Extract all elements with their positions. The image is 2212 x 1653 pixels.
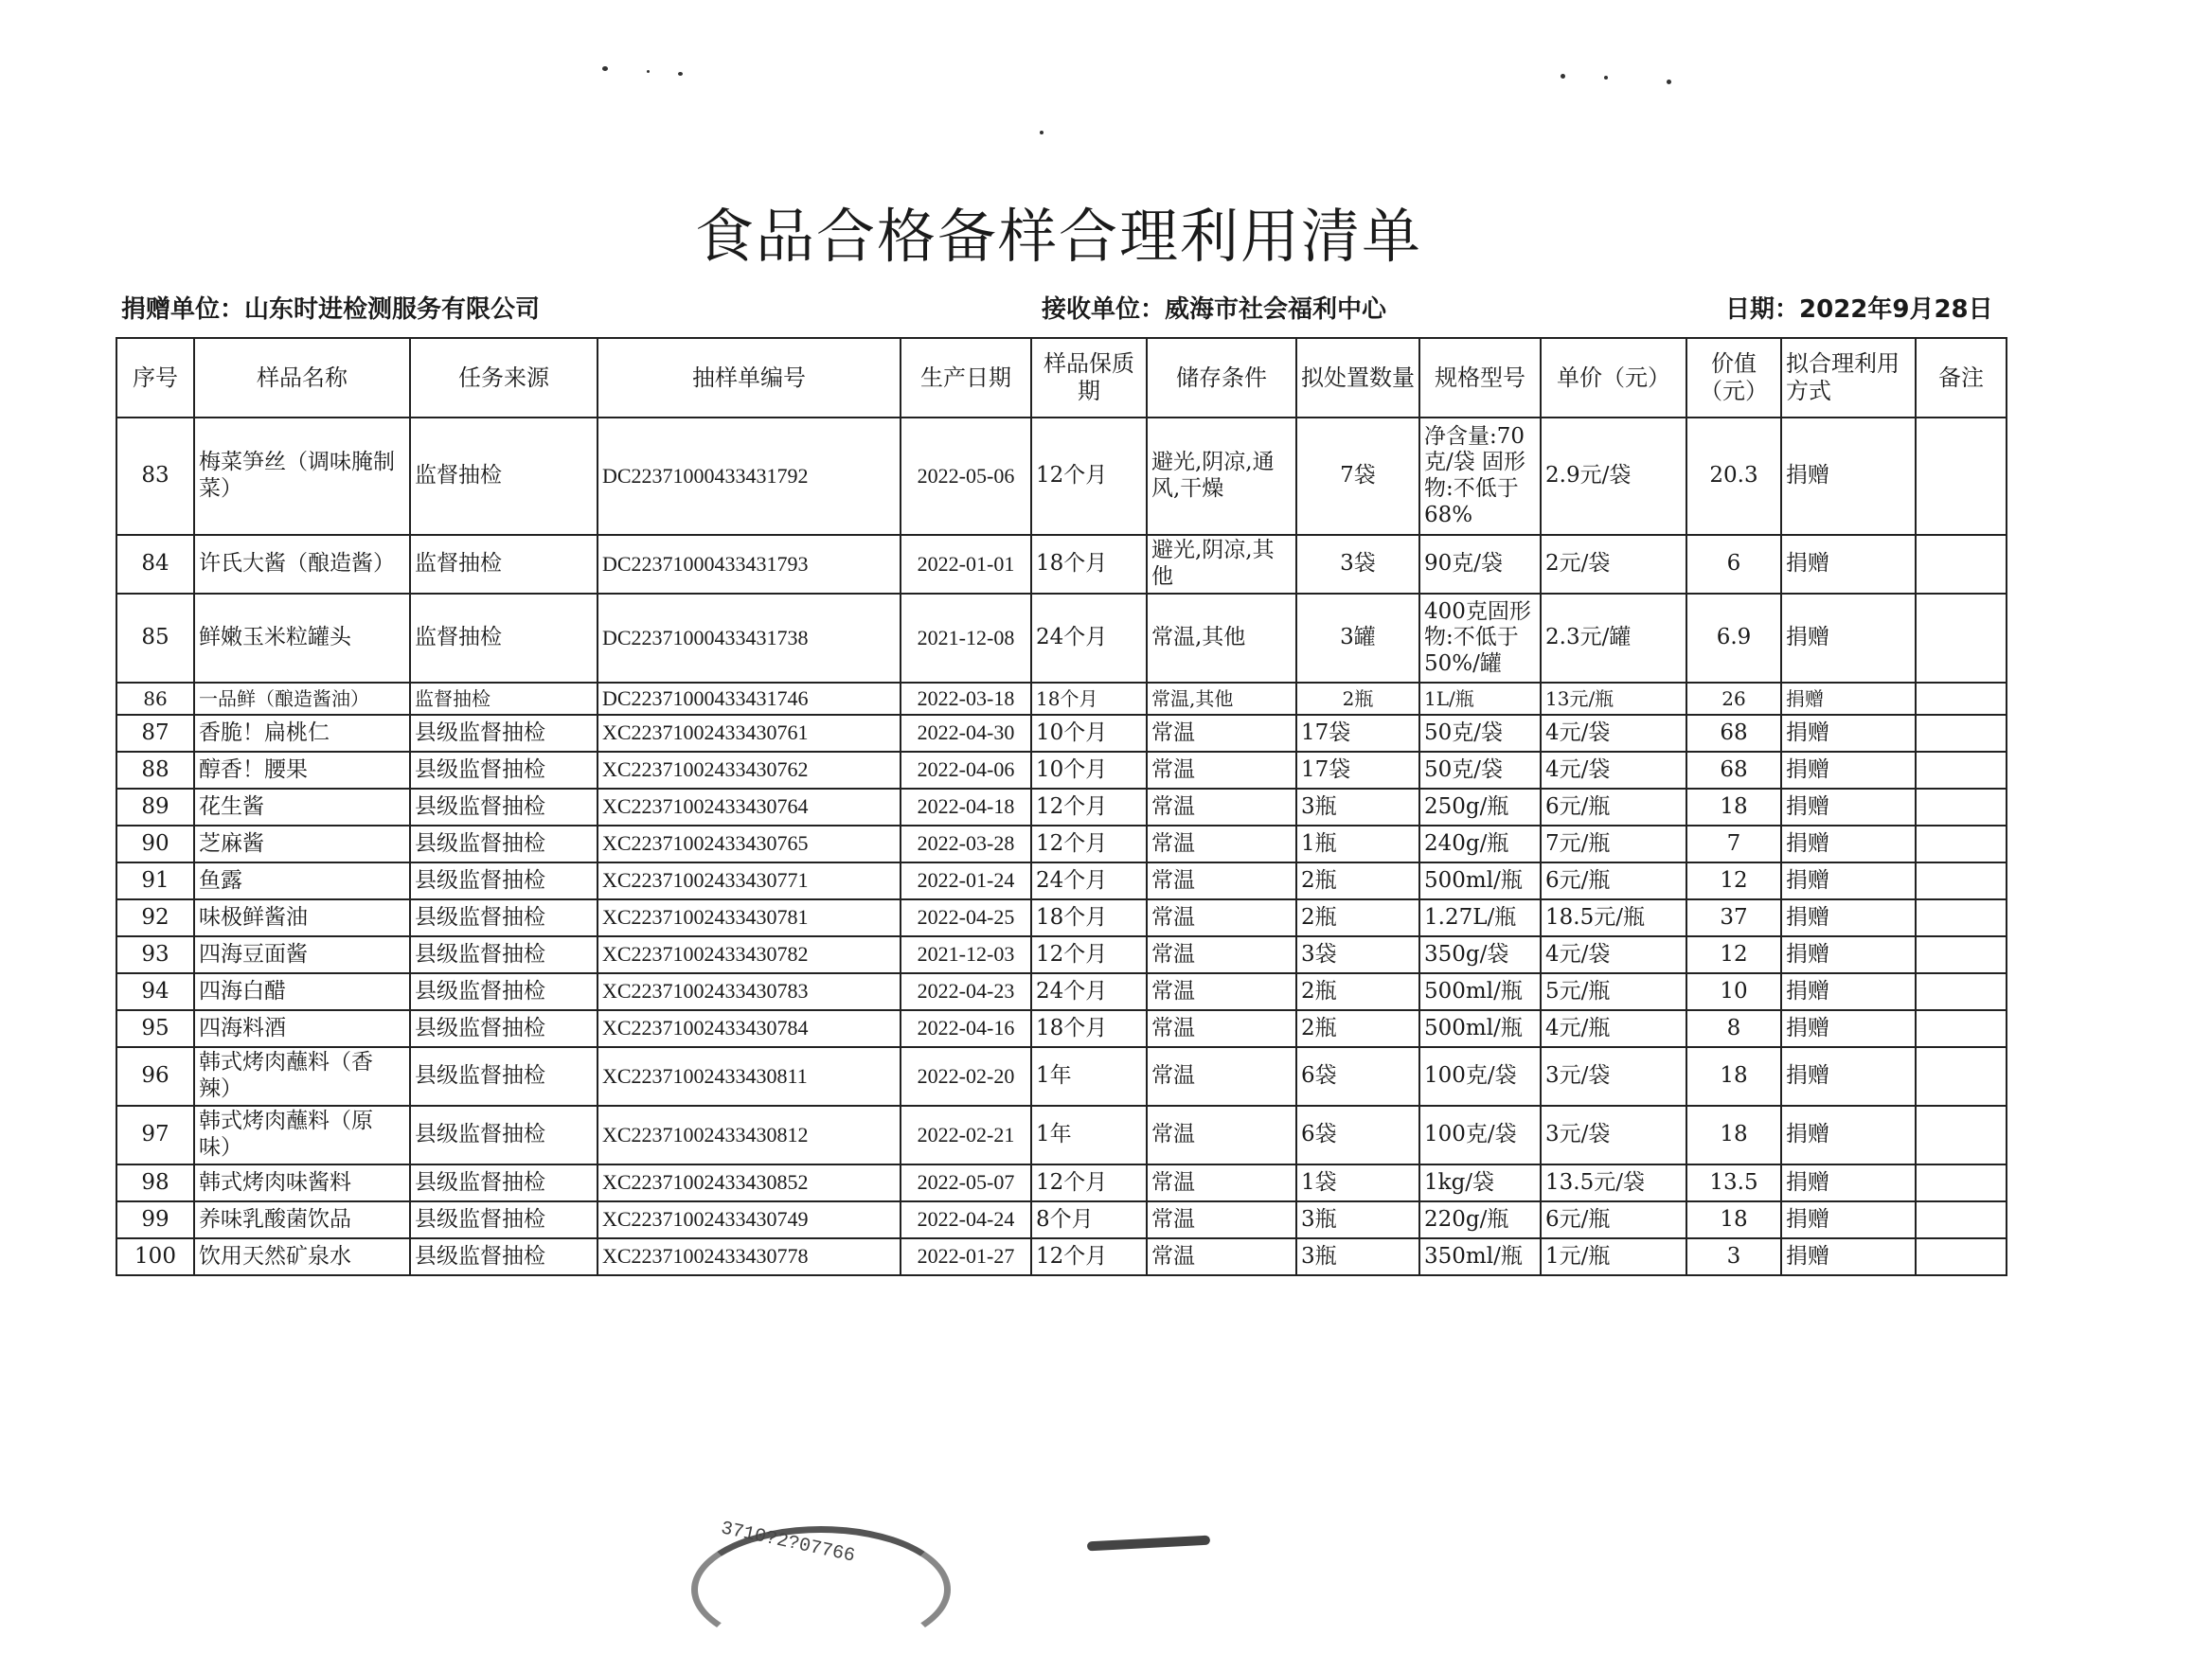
cell-shelf: 1年 bbox=[1031, 1047, 1147, 1106]
cell-name: 芝麻酱 bbox=[194, 826, 410, 862]
cell-date: 2022-02-20 bbox=[901, 1047, 1031, 1106]
seal-stamp-text: 3710?2?07766 bbox=[719, 1518, 857, 1568]
donor-value: 山东时进检测服务有限公司 bbox=[244, 295, 541, 324]
cell-method: 捐赠 bbox=[1781, 1164, 1916, 1201]
cell-note bbox=[1916, 899, 2007, 936]
table-row bbox=[116, 1238, 2007, 1275]
cell-shelf: 12个月 bbox=[1031, 789, 1147, 826]
col-header: 生产日期 bbox=[901, 338, 1031, 418]
table-row bbox=[116, 899, 2007, 936]
cell-qty: 17袋 bbox=[1296, 715, 1419, 752]
cell-spec: 500ml/瓶 bbox=[1419, 973, 1541, 1010]
cell-method: 捐赠 bbox=[1781, 715, 1916, 752]
table-row bbox=[116, 752, 2007, 789]
cell-price: 2.9元/袋 bbox=[1541, 418, 1686, 535]
page-title: 食品合格备样合理利用清单 bbox=[694, 202, 1422, 271]
receiver-line bbox=[1042, 290, 1386, 325]
cell-no: 97 bbox=[116, 1106, 194, 1164]
cell-value: 12 bbox=[1686, 862, 1781, 899]
cell-spec: 100克/袋 bbox=[1419, 1047, 1541, 1106]
cell-value: 6 bbox=[1686, 535, 1781, 594]
cell-method: 捐赠 bbox=[1781, 1010, 1916, 1047]
cell-source: 县级监督抽检 bbox=[410, 789, 598, 826]
cell-storage: 常温 bbox=[1147, 936, 1296, 973]
cell-qty: 3罐 bbox=[1296, 594, 1419, 683]
cell-name: 四海白醋 bbox=[194, 973, 410, 1010]
cell-spec: 350ml/瓶 bbox=[1419, 1238, 1541, 1275]
cell-price: 4元/袋 bbox=[1541, 715, 1686, 752]
cell-value: 7 bbox=[1686, 826, 1781, 862]
cell-method: 捐赠 bbox=[1781, 789, 1916, 826]
cell-date: 2022-02-21 bbox=[901, 1106, 1031, 1164]
cell-name: 养味乳酸菌饮品 bbox=[194, 1201, 410, 1238]
cell-price: 3元/袋 bbox=[1541, 1106, 1686, 1164]
cell-name: 饮用天然矿泉水 bbox=[194, 1238, 410, 1275]
cell-source: 县级监督抽检 bbox=[410, 936, 598, 973]
cell-price: 6元/瓶 bbox=[1541, 789, 1686, 826]
cell-storage: 常温 bbox=[1147, 1238, 1296, 1275]
cell-value: 6.9 bbox=[1686, 594, 1781, 683]
col-header: 拟处置数量 bbox=[1296, 338, 1419, 418]
col-header: 储存条件 bbox=[1147, 338, 1296, 418]
cell-method: 捐赠 bbox=[1781, 1047, 1916, 1106]
donor-label: 捐赠单位： bbox=[121, 295, 245, 324]
cell-name: 韩式烤肉蘸料（香辣） bbox=[194, 1047, 410, 1106]
sample-table bbox=[116, 337, 2007, 1276]
cell-storage: 常温 bbox=[1147, 899, 1296, 936]
cell-qty: 1瓶 bbox=[1296, 826, 1419, 862]
col-header: 备注 bbox=[1916, 338, 2007, 418]
cell-value: 37 bbox=[1686, 899, 1781, 936]
cell-date: 2022-04-23 bbox=[901, 973, 1031, 1010]
cell-qty: 3瓶 bbox=[1296, 789, 1419, 826]
cell-price: 18.5元/瓶 bbox=[1541, 899, 1686, 936]
cell-method: 捐赠 bbox=[1781, 862, 1916, 899]
cell-date: 2021-12-08 bbox=[901, 594, 1031, 683]
cell-qty: 3瓶 bbox=[1296, 1201, 1419, 1238]
cell-shelf: 1年 bbox=[1031, 1106, 1147, 1164]
date-label: 日期： bbox=[1725, 295, 1800, 324]
cell-value: 20.3 bbox=[1686, 418, 1781, 535]
cell-qty: 3袋 bbox=[1296, 936, 1419, 973]
cell-note bbox=[1916, 1238, 2007, 1275]
cell-price: 4元/袋 bbox=[1541, 752, 1686, 789]
cell-no: 88 bbox=[116, 752, 194, 789]
cell-qty: 2瓶 bbox=[1296, 683, 1419, 715]
cell-no: 86 bbox=[116, 683, 194, 715]
cell-storage: 常温 bbox=[1147, 1106, 1296, 1164]
cell-value: 26 bbox=[1686, 683, 1781, 715]
cell-name: 四海料酒 bbox=[194, 1010, 410, 1047]
cell-shelf: 12个月 bbox=[1031, 826, 1147, 862]
cell-price: 13.5元/袋 bbox=[1541, 1164, 1686, 1201]
cell-method: 捐赠 bbox=[1781, 535, 1916, 594]
date-value: 2022年9月28日 bbox=[1799, 295, 1993, 324]
cell-name: 一品鲜（酿造酱油） bbox=[194, 683, 410, 715]
cell-spec: 500ml/瓶 bbox=[1419, 862, 1541, 899]
scan-speck bbox=[1667, 80, 1671, 84]
cell-method: 捐赠 bbox=[1781, 683, 1916, 715]
cell-source: 县级监督抽检 bbox=[410, 715, 598, 752]
cell-value: 68 bbox=[1686, 715, 1781, 752]
cell-code: XC22371002433430764 bbox=[598, 789, 901, 826]
cell-method: 捐赠 bbox=[1781, 826, 1916, 862]
cell-value: 12 bbox=[1686, 936, 1781, 973]
cell-date: 2022-04-25 bbox=[901, 899, 1031, 936]
cell-code: XC22371002433430765 bbox=[598, 826, 901, 862]
cell-source: 县级监督抽检 bbox=[410, 1106, 598, 1164]
cell-source: 县级监督抽检 bbox=[410, 973, 598, 1010]
cell-code: XC22371002433430782 bbox=[598, 936, 901, 973]
cell-qty: 17袋 bbox=[1296, 752, 1419, 789]
cell-note bbox=[1916, 973, 2007, 1010]
col-header: 拟合理利用方式 bbox=[1781, 338, 1916, 418]
cell-source: 县级监督抽检 bbox=[410, 1010, 598, 1047]
cell-date: 2022-04-18 bbox=[901, 789, 1031, 826]
cell-spec: 100克/袋 bbox=[1419, 1106, 1541, 1164]
cell-code: DC22371000433431792 bbox=[598, 418, 901, 535]
cell-name: 四海豆面酱 bbox=[194, 936, 410, 973]
cell-spec: 350g/袋 bbox=[1419, 936, 1541, 973]
cell-date: 2022-03-18 bbox=[901, 683, 1031, 715]
col-header: 价值（元） bbox=[1686, 338, 1781, 418]
cell-code: DC22371000433431746 bbox=[598, 683, 901, 715]
cell-name: 韩式烤肉味酱料 bbox=[194, 1164, 410, 1201]
col-header: 规格型号 bbox=[1419, 338, 1541, 418]
table-row bbox=[116, 1164, 2007, 1201]
cell-note bbox=[1916, 1047, 2007, 1106]
cell-date: 2022-04-16 bbox=[901, 1010, 1031, 1047]
cell-name: 醇香！腰果 bbox=[194, 752, 410, 789]
cell-price: 6元/瓶 bbox=[1541, 862, 1686, 899]
cell-storage: 常温,其他 bbox=[1147, 683, 1296, 715]
cell-value: 18 bbox=[1686, 1106, 1781, 1164]
cell-date: 2022-05-07 bbox=[901, 1164, 1031, 1201]
cell-name: 味极鲜酱油 bbox=[194, 899, 410, 936]
cell-source: 县级监督抽检 bbox=[410, 1201, 598, 1238]
cell-note bbox=[1916, 936, 2007, 973]
cell-code: XC22371002433430783 bbox=[598, 973, 901, 1010]
cell-note bbox=[1916, 752, 2007, 789]
cell-storage: 常温 bbox=[1147, 862, 1296, 899]
receiver-value: 威海市社会福利中心 bbox=[1165, 295, 1387, 324]
cell-spec: 90克/袋 bbox=[1419, 535, 1541, 594]
cell-storage: 常温 bbox=[1147, 826, 1296, 862]
table-header-row bbox=[116, 338, 2007, 418]
cell-method: 捐赠 bbox=[1781, 418, 1916, 535]
cell-source: 监督抽检 bbox=[410, 535, 598, 594]
cell-code: DC22371000433431793 bbox=[598, 535, 901, 594]
col-header: 样品保质期 bbox=[1031, 338, 1147, 418]
cell-spec: 240g/瓶 bbox=[1419, 826, 1541, 862]
col-header: 单价（元） bbox=[1541, 338, 1686, 418]
cell-shelf: 10个月 bbox=[1031, 715, 1147, 752]
table-row bbox=[116, 1010, 2007, 1047]
cell-price: 5元/瓶 bbox=[1541, 973, 1686, 1010]
cell-qty: 3袋 bbox=[1296, 535, 1419, 594]
cell-price: 4元/袋 bbox=[1541, 936, 1686, 973]
cell-source: 县级监督抽检 bbox=[410, 826, 598, 862]
cell-source: 县级监督抽检 bbox=[410, 899, 598, 936]
cell-code: XC22371002433430784 bbox=[598, 1010, 901, 1047]
cell-value: 18 bbox=[1686, 789, 1781, 826]
cell-code: XC22371002433430812 bbox=[598, 1106, 901, 1164]
table-row bbox=[116, 973, 2007, 1010]
cell-spec: 1.27L/瓶 bbox=[1419, 899, 1541, 936]
table-row bbox=[116, 418, 2007, 535]
cell-spec: 400克固形物:不低于50%/罐 bbox=[1419, 594, 1541, 683]
cell-name: 香脆！扁桃仁 bbox=[194, 715, 410, 752]
cell-qty: 6袋 bbox=[1296, 1106, 1419, 1164]
cell-date: 2022-03-28 bbox=[901, 826, 1031, 862]
cell-name: 鲜嫩玉米粒罐头 bbox=[194, 594, 410, 683]
cell-price: 4元/瓶 bbox=[1541, 1010, 1686, 1047]
scan-speck bbox=[1040, 131, 1044, 134]
cell-price: 2.3元/罐 bbox=[1541, 594, 1686, 683]
cell-no: 90 bbox=[116, 826, 194, 862]
cell-qty: 2瓶 bbox=[1296, 862, 1419, 899]
cell-no: 89 bbox=[116, 789, 194, 826]
cell-name: 花生酱 bbox=[194, 789, 410, 826]
cell-storage: 常温 bbox=[1147, 1047, 1296, 1106]
cell-spec: 1L/瓶 bbox=[1419, 683, 1541, 715]
cell-price: 1元/瓶 bbox=[1541, 1238, 1686, 1275]
table-row bbox=[116, 715, 2007, 752]
cell-note bbox=[1916, 594, 2007, 683]
cell-code: XC22371002433430778 bbox=[598, 1238, 901, 1275]
table-row bbox=[116, 535, 2007, 594]
cell-source: 县级监督抽检 bbox=[410, 1047, 598, 1106]
cell-note bbox=[1916, 1010, 2007, 1047]
cell-note bbox=[1916, 418, 2007, 535]
cell-no: 91 bbox=[116, 862, 194, 899]
donor-line bbox=[121, 290, 540, 325]
col-header: 任务来源 bbox=[410, 338, 598, 418]
cell-name: 许氏大酱（酿造酱） bbox=[194, 535, 410, 594]
cell-code: XC22371002433430781 bbox=[598, 899, 901, 936]
cell-price: 3元/袋 bbox=[1541, 1047, 1686, 1106]
cell-price: 7元/瓶 bbox=[1541, 826, 1686, 862]
cell-qty: 1袋 bbox=[1296, 1164, 1419, 1201]
cell-qty: 2瓶 bbox=[1296, 1010, 1419, 1047]
cell-note bbox=[1916, 1106, 2007, 1164]
col-header: 抽样单编号 bbox=[598, 338, 901, 418]
cell-method: 捐赠 bbox=[1781, 752, 1916, 789]
cell-note bbox=[1916, 862, 2007, 899]
cell-spec: 净含量:70克/袋 固形物:不低于68% bbox=[1419, 418, 1541, 535]
cell-shelf: 18个月 bbox=[1031, 1010, 1147, 1047]
cell-shelf: 24个月 bbox=[1031, 862, 1147, 899]
cell-method: 捐赠 bbox=[1781, 1201, 1916, 1238]
cell-code: XC22371002433430771 bbox=[598, 862, 901, 899]
table-row bbox=[116, 1201, 2007, 1238]
cell-code: XC22371002433430762 bbox=[598, 752, 901, 789]
cell-storage: 避光,阴凉,通风,干燥 bbox=[1147, 418, 1296, 535]
cell-spec: 500ml/瓶 bbox=[1419, 1010, 1541, 1047]
cell-source: 县级监督抽检 bbox=[410, 1164, 598, 1201]
table-row bbox=[116, 1047, 2007, 1106]
cell-date: 2022-05-06 bbox=[901, 418, 1031, 535]
cell-qty: 2瓶 bbox=[1296, 899, 1419, 936]
cell-storage: 常温 bbox=[1147, 1010, 1296, 1047]
scan-speck bbox=[678, 72, 683, 76]
cell-method: 捐赠 bbox=[1781, 594, 1916, 683]
cell-note bbox=[1916, 1164, 2007, 1201]
table-row bbox=[116, 936, 2007, 973]
cell-note bbox=[1916, 1201, 2007, 1238]
table-row bbox=[116, 826, 2007, 862]
cell-no: 87 bbox=[116, 715, 194, 752]
date-line bbox=[1725, 290, 1993, 325]
cell-shelf: 24个月 bbox=[1031, 594, 1147, 683]
cell-note bbox=[1916, 535, 2007, 594]
cell-no: 83 bbox=[116, 418, 194, 535]
cell-storage: 常温 bbox=[1147, 789, 1296, 826]
scan-speck bbox=[602, 66, 608, 71]
cell-spec: 1kg/袋 bbox=[1419, 1164, 1541, 1201]
col-header: 序号 bbox=[116, 338, 194, 418]
cell-value: 18 bbox=[1686, 1047, 1781, 1106]
seal-mark bbox=[1087, 1536, 1210, 1552]
cell-no: 95 bbox=[116, 1010, 194, 1047]
cell-note bbox=[1916, 715, 2007, 752]
table-row bbox=[116, 683, 2007, 715]
cell-shelf: 18个月 bbox=[1031, 535, 1147, 594]
scan-speck bbox=[1604, 76, 1608, 80]
cell-spec: 220g/瓶 bbox=[1419, 1201, 1541, 1238]
cell-note bbox=[1916, 683, 2007, 715]
cell-no: 94 bbox=[116, 973, 194, 1010]
cell-value: 18 bbox=[1686, 1201, 1781, 1238]
cell-qty: 2瓶 bbox=[1296, 973, 1419, 1010]
cell-name: 韩式烤肉蘸料（原味） bbox=[194, 1106, 410, 1164]
cell-date: 2022-04-06 bbox=[901, 752, 1031, 789]
cell-storage: 常温 bbox=[1147, 1164, 1296, 1201]
cell-shelf: 8个月 bbox=[1031, 1201, 1147, 1238]
cell-spec: 50克/袋 bbox=[1419, 752, 1541, 789]
cell-name: 梅菜笋丝（调味腌制菜） bbox=[194, 418, 410, 535]
cell-qty: 3瓶 bbox=[1296, 1238, 1419, 1275]
cell-note bbox=[1916, 789, 2007, 826]
cell-name: 鱼露 bbox=[194, 862, 410, 899]
cell-method: 捐赠 bbox=[1781, 1238, 1916, 1275]
cell-source: 县级监督抽检 bbox=[410, 752, 598, 789]
cell-no: 93 bbox=[116, 936, 194, 973]
cell-no: 98 bbox=[116, 1164, 194, 1201]
scan-speck bbox=[1561, 74, 1565, 79]
cell-spec: 250g/瓶 bbox=[1419, 789, 1541, 826]
cell-code: XC22371002433430852 bbox=[598, 1164, 901, 1201]
cell-no: 100 bbox=[116, 1238, 194, 1275]
cell-shelf: 24个月 bbox=[1031, 973, 1147, 1010]
cell-source: 监督抽检 bbox=[410, 594, 598, 683]
cell-storage: 常温 bbox=[1147, 1201, 1296, 1238]
table-row bbox=[116, 862, 2007, 899]
cell-price: 6元/瓶 bbox=[1541, 1201, 1686, 1238]
cell-storage: 避光,阴凉,其他 bbox=[1147, 535, 1296, 594]
cell-method: 捐赠 bbox=[1781, 973, 1916, 1010]
cell-date: 2022-01-27 bbox=[901, 1238, 1031, 1275]
cell-no: 92 bbox=[116, 899, 194, 936]
cell-no: 85 bbox=[116, 594, 194, 683]
cell-method: 捐赠 bbox=[1781, 936, 1916, 973]
cell-no: 84 bbox=[116, 535, 194, 594]
cell-source: 监督抽检 bbox=[410, 683, 598, 715]
col-header: 样品名称 bbox=[194, 338, 410, 418]
cell-shelf: 12个月 bbox=[1031, 418, 1147, 535]
cell-no: 96 bbox=[116, 1047, 194, 1106]
cell-price: 2元/袋 bbox=[1541, 535, 1686, 594]
cell-no: 99 bbox=[116, 1201, 194, 1238]
cell-storage: 常温 bbox=[1147, 715, 1296, 752]
cell-date: 2022-01-24 bbox=[901, 862, 1031, 899]
cell-value: 8 bbox=[1686, 1010, 1781, 1047]
receiver-label: 接收单位： bbox=[1042, 295, 1166, 324]
scan-speck bbox=[647, 70, 650, 73]
cell-storage: 常温 bbox=[1147, 752, 1296, 789]
cell-method: 捐赠 bbox=[1781, 1106, 1916, 1164]
cell-shelf: 12个月 bbox=[1031, 936, 1147, 973]
cell-qty: 7袋 bbox=[1296, 418, 1419, 535]
table-row bbox=[116, 1106, 2007, 1164]
cell-source: 监督抽检 bbox=[410, 418, 598, 535]
cell-shelf: 12个月 bbox=[1031, 1238, 1147, 1275]
cell-date: 2022-04-30 bbox=[901, 715, 1031, 752]
cell-shelf: 18个月 bbox=[1031, 899, 1147, 936]
table-row bbox=[116, 594, 2007, 683]
cell-shelf: 12个月 bbox=[1031, 1164, 1147, 1201]
cell-qty: 6袋 bbox=[1296, 1047, 1419, 1106]
cell-date: 2021-12-03 bbox=[901, 936, 1031, 973]
cell-value: 68 bbox=[1686, 752, 1781, 789]
cell-shelf: 18个月 bbox=[1031, 683, 1147, 715]
cell-storage: 常温 bbox=[1147, 973, 1296, 1010]
cell-code: XC22371002433430749 bbox=[598, 1201, 901, 1238]
cell-method: 捐赠 bbox=[1781, 899, 1916, 936]
cell-code: DC22371000433431738 bbox=[598, 594, 901, 683]
cell-code: XC22371002433430761 bbox=[598, 715, 901, 752]
cell-shelf: 10个月 bbox=[1031, 752, 1147, 789]
cell-date: 2022-04-24 bbox=[901, 1201, 1031, 1238]
cell-source: 县级监督抽检 bbox=[410, 862, 598, 899]
cell-value: 3 bbox=[1686, 1238, 1781, 1275]
cell-price: 13元/瓶 bbox=[1541, 683, 1686, 715]
table-row bbox=[116, 789, 2007, 826]
cell-storage: 常温,其他 bbox=[1147, 594, 1296, 683]
cell-date: 2022-01-01 bbox=[901, 535, 1031, 594]
cell-value: 13.5 bbox=[1686, 1164, 1781, 1201]
cell-note bbox=[1916, 826, 2007, 862]
cell-value: 10 bbox=[1686, 973, 1781, 1010]
cell-spec: 50克/袋 bbox=[1419, 715, 1541, 752]
cell-source: 县级监督抽检 bbox=[410, 1238, 598, 1275]
cell-code: XC22371002433430811 bbox=[598, 1047, 901, 1106]
